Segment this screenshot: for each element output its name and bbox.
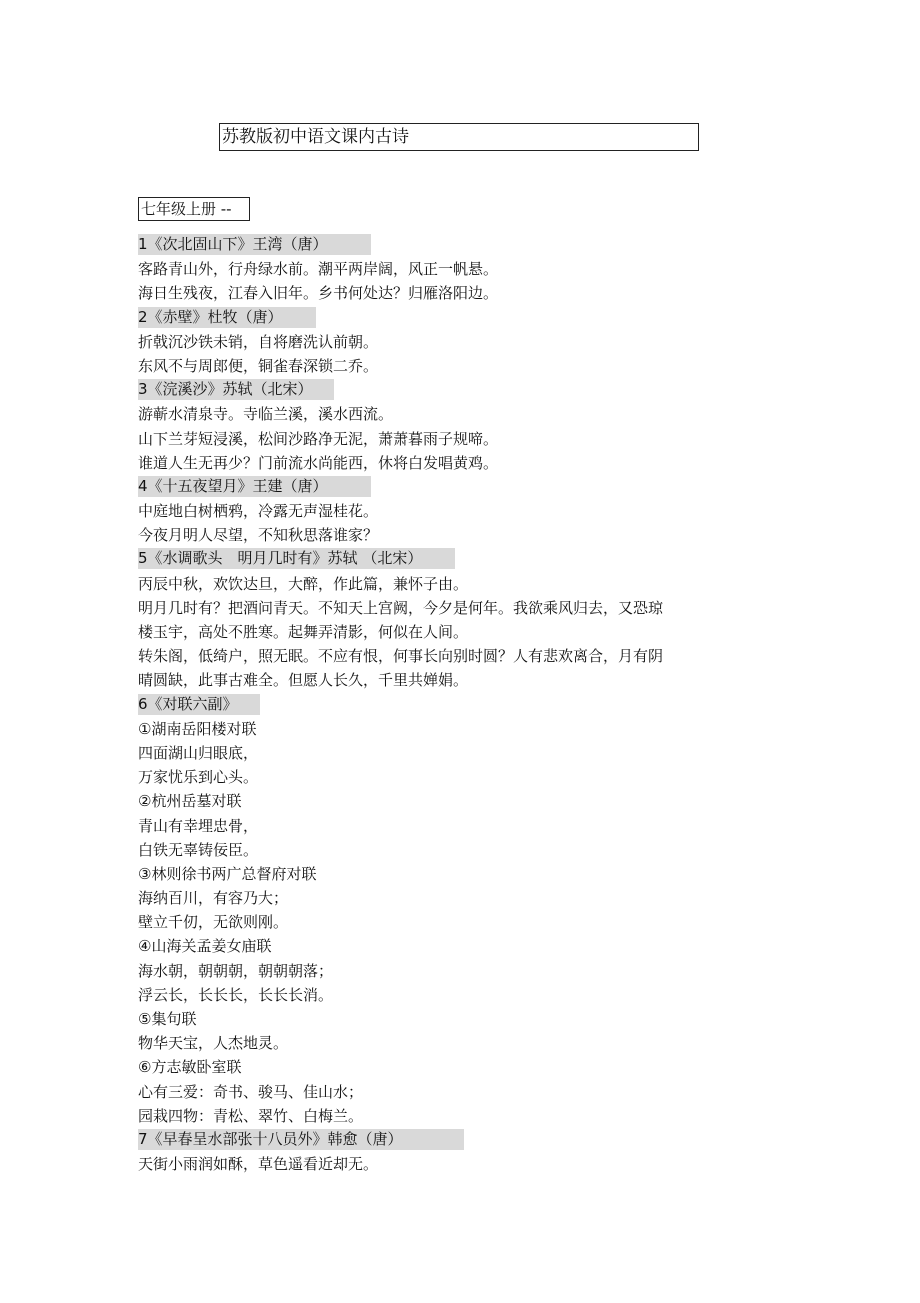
text-line [138, 354, 778, 378]
poem-line: ④山海关孟姜女庙联 [138, 937, 272, 956]
poem-line: ②杭州岳墓对联 [138, 792, 242, 811]
poem-heading: 6《对联六副》 [138, 694, 260, 715]
poem-line: 万家忧乐到心头。 [138, 768, 259, 787]
poem-line: 园栽四物：青松、翠竹、白梅兰。 [138, 1106, 364, 1125]
poem-line: 游蕲水清泉寺。寺临兰溪，溪水西流。 [138, 405, 394, 424]
poem-list [138, 233, 778, 1176]
poem-line: 天街小雨润如酥，草色遥看近却无。 [138, 1155, 379, 1174]
poem-line: 明月几时有？把酒问青天。不知天上宫阙，今夕是何年。我欲乘风归去，又恐琼 [138, 598, 664, 617]
poem-heading: 2《赤壁》杜牧（唐） [138, 307, 316, 328]
text-line [138, 934, 778, 958]
text-line [138, 910, 778, 934]
text-line [138, 959, 778, 983]
text-line [138, 596, 778, 620]
poem-line: ①湖南岳阳楼对联 [138, 719, 257, 738]
text-line [138, 765, 778, 789]
poem-line: 心有三爱：奇书、骏马、佳山水； [138, 1082, 364, 1101]
text-line [138, 281, 778, 305]
poem-line: 四面湖山归眼底， [138, 743, 259, 762]
poem-heading: 3《浣溪沙》苏轼（北宋） [138, 379, 334, 400]
text-line [138, 983, 778, 1007]
poem-line: 白铁无辜铸佞臣。 [138, 840, 259, 859]
text-line [138, 644, 778, 668]
poem-line: 客路青山外，行舟绿水前。潮平两岸阔，风正一帆悬。 [138, 260, 499, 279]
text-line [138, 1080, 778, 1104]
poem-line: 楼玉宇，高处不胜寒。起舞弄清影，何似在人间。 [138, 623, 469, 641]
poem-line: 今夜月明人尽望，不知秋思落谁家？ [138, 526, 379, 545]
poem-line: 山下兰芽短浸溪，松间沙路净无泥，萧萧暮雨子规啼。 [138, 429, 499, 448]
poem-line: 晴圆缺，此事古难全。但愿人长久，千里共婵娟。 [138, 671, 469, 690]
text-line [138, 1055, 778, 1079]
poem-heading-row [138, 693, 778, 717]
poem-line: 物华天宝，人杰地灵。 [138, 1034, 289, 1053]
text-line [138, 1007, 778, 1031]
poem-heading-row [138, 1128, 778, 1152]
text-line [138, 402, 778, 426]
poem-heading-row [138, 547, 778, 571]
poem-heading-row [138, 475, 778, 499]
poem-line: 海纳百川，有容乃大； [138, 889, 289, 908]
poem-line: 东风不与周郎便，铜雀春深锁二乔。 [138, 356, 379, 375]
poem-heading: 7《早春呈水部张十八员外》韩愈（唐） [138, 1129, 464, 1150]
poem-heading-row [138, 306, 778, 330]
poem-line: 谁道人生无再少？门前流水尚能西，休将白发唱黄鸡。 [138, 453, 499, 472]
text-line [138, 668, 778, 692]
text-line [138, 814, 778, 838]
text-line [138, 1104, 778, 1128]
poem-heading: 5《水调歌头 明月几时有》苏轼 （北宋） [138, 548, 455, 569]
poem-heading-row [138, 233, 778, 257]
poem-line: 海日生残夜，江春入旧年。乡书何处达？归雁洛阳边。 [138, 284, 499, 303]
poem-line: 青山有幸埋忠骨， [138, 816, 259, 835]
text-line [138, 572, 778, 596]
text-line [138, 427, 778, 451]
text-line [138, 838, 778, 862]
document-title: 苏教版初中语文课内古诗 [219, 123, 699, 151]
poem-line: ⑤集句联 [138, 1010, 197, 1028]
poem-line: 壁立千仞，无欲则刚。 [138, 913, 289, 932]
text-line [138, 886, 778, 910]
text-line [138, 1031, 778, 1055]
poem-heading-row [138, 378, 778, 402]
poem-line: 折戟沉沙铁未销，自将磨洗认前朝。 [138, 332, 379, 351]
poem-line: 丙辰中秋，欢饮达旦，大醉，作此篇，兼怀子由。 [138, 574, 469, 593]
poem-line: 海水朝，朝朝朝，朝朝朝落； [138, 961, 334, 980]
text-line [138, 789, 778, 813]
poem-line: 中庭地白树栖鸦，冷露无声湿桂花。 [138, 502, 379, 521]
poem-line: ⑥方志敏卧室联 [138, 1058, 242, 1077]
text-line [138, 523, 778, 547]
poem-heading: 4《十五夜望月》王建（唐） [138, 476, 371, 497]
text-line [138, 741, 778, 765]
text-line [138, 620, 778, 644]
poem-heading: 1《次北固山下》王湾（唐） [138, 234, 371, 255]
text-line [138, 499, 778, 523]
text-line [138, 862, 778, 886]
poem-line: 浮云长，长长长，长长长消。 [138, 985, 334, 1004]
text-line [138, 717, 778, 741]
poem-line: ③林则徐书两广总督府对联 [138, 864, 317, 883]
text-line [138, 451, 778, 475]
text-line [138, 257, 778, 281]
text-line [138, 330, 778, 354]
poem-line: 转朱阁，低绮户，照无眠。不应有恨，何事长向别时圆？人有悲欢离合，月有阴 [138, 647, 664, 666]
text-line [138, 1152, 778, 1176]
grade-heading: 七年级上册 -- [138, 197, 250, 221]
